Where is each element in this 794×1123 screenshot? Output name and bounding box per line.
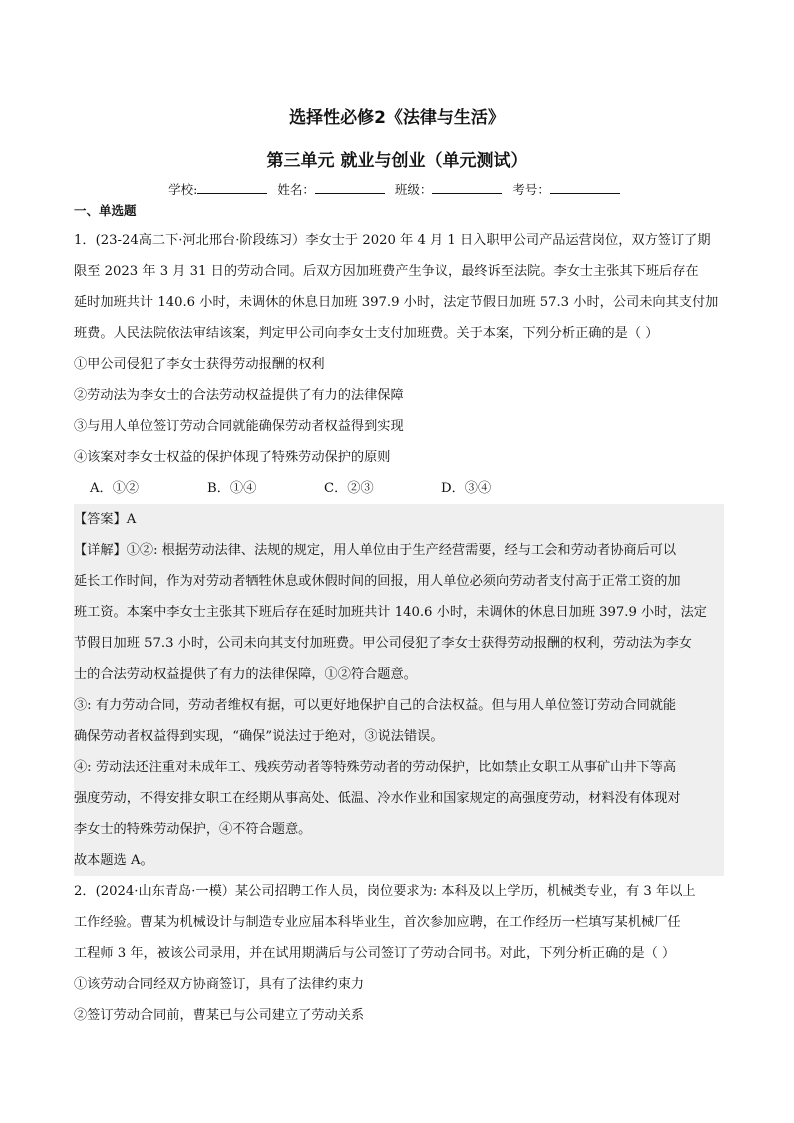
q1-analysis-line: 【详解】①②: 根据劳动法律、法规的规定，用人单位由于生产经营需要，经与工会和劳动者协商后可以 [74, 543, 677, 558]
name-blank [315, 181, 385, 194]
q1-analysis-line: ④: 劳动法还注重对未成年工、残疾劳动者等特殊劳动者的劳动保护，比如禁止女职工从事矿山井下等高 [74, 760, 677, 775]
q1-analysis-line: 确保劳动者权益得到实现，“确保”说法过于绝对，③说法错误。 [74, 729, 444, 744]
questions-content [74, 225, 724, 1031]
q1-analysis-line: 延长工作时间，作为对劳动者牺牲休息或休假时间的回报，用人单位必须向劳动者支付高于正常工资的加 [74, 574, 681, 589]
document-title: 选择性必修2《法律与生活》 [289, 108, 505, 128]
q1-option-b: B．①④ [207, 481, 257, 496]
q1-statement: ①甲公司侵犯了李女士获得劳动报酬的权利 [74, 357, 325, 372]
q1-statement: ③与用人单位签订劳动合同就能确保劳动者权益得到实现 [74, 419, 404, 434]
q1-analysis-line: 士的合法劳动权益提供了有力的法律保障，①②符合题意。 [74, 667, 417, 682]
class-blank [432, 181, 502, 194]
q1-option-a: A．①② [90, 481, 140, 496]
name-label: 姓名： [277, 182, 315, 197]
q1-line: 1．(23-24高二下·河北邢台·阶段练习）李女士于 2020 年 4 月 1 日入职甲公司产品运营岗位，双方签订了期 [74, 233, 711, 248]
q1-analysis-line: 强度劳动，不得安排女职工在经期从事高处、低温、冷水作业和国家规定的高强度劳动，材料没有体现对 [74, 791, 681, 806]
q1-answer: 【答案】A [74, 512, 137, 527]
q1-analysis-line: 班工资。本案中李女士主张其下班后存在延时加班共计 140.6 小时，未调休的休息日加班 397.9 小时，法定 [74, 605, 707, 620]
q2-line: 工作经验。曹某为机械设计与制造专业应届本科毕业生，首次参加应聘，在工作经历一栏填写某机械厂任 [74, 915, 681, 930]
q2-statement: ①该劳动合同经双方协商签订，具有了法律约束力 [74, 977, 365, 992]
q1-analysis-line: ③: 有力劳动合同，劳动者维权有据，可以更好地保护自己的合法权益。但与用人单位签订劳动合同就能 [74, 698, 677, 713]
q1-statement: ②劳动法为李女士的合法劳动权益提供了有力的法律保障 [74, 388, 404, 403]
exam-number-label: 考号： [512, 182, 550, 197]
q1-line: 延时加班共计 140.6 小时，未调休的休息日加班 397.9 小时，法定节假日加班 57.3 小时，公司未向其支付加 [74, 295, 719, 310]
school-label: 学校: [168, 182, 198, 197]
section-heading: 一、单选题 [74, 203, 137, 218]
document-subtitle: 第三单元 就业与创业（单元测试） [266, 151, 528, 171]
q1-analysis-line: 节假日加班 57.3 小时，公司未向其支付加班费。甲公司侵犯了李女士获得劳动报酬的权利，劳动法为李女 [74, 636, 692, 651]
class-label: 班级： [394, 182, 433, 197]
q2-line: 2．(2024·山东青岛·一模）某公司招聘工作人员，岗位要求为: 本科及以上学历，机械类专业，有 3 年以上 [74, 884, 696, 899]
q1-line: 班费。人民法院依法审结该案，判定甲公司向李女士支付加班费。关于本案，下列分析正确的是（ ） [74, 326, 659, 341]
q1-option-d: D．③④ [441, 481, 492, 496]
school-blank [197, 181, 267, 194]
q1-options [74, 473, 724, 504]
q1-answer-block [74, 504, 724, 876]
q1-option-c: C．②③ [324, 481, 374, 496]
q1-line: 限至 2023 年 3 月 31 日的劳动合同。后双方因加班费产生争议，最终诉至法院。李女士主张其下班后存在 [74, 264, 699, 279]
exam-number-blank [550, 181, 620, 194]
q1-analysis-line: 故本题选 A。 [74, 853, 154, 868]
student-info-line [0, 180, 794, 198]
q2-statement: ②签订劳动合同前，曹某已与公司建立了劳动关系 [74, 1008, 365, 1023]
q1-statement: ④该案对李女士权益的保护体现了特殊劳动保护的原则 [74, 450, 391, 465]
q2-line: 工程师 3 年，被该公司录用，并在试用期满后与公司签订了劳动合同书。对此，下列分析正确的是（ ） [74, 946, 676, 961]
q1-analysis-line: 李女士的特殊劳动保护，④不符合题意。 [74, 822, 312, 837]
